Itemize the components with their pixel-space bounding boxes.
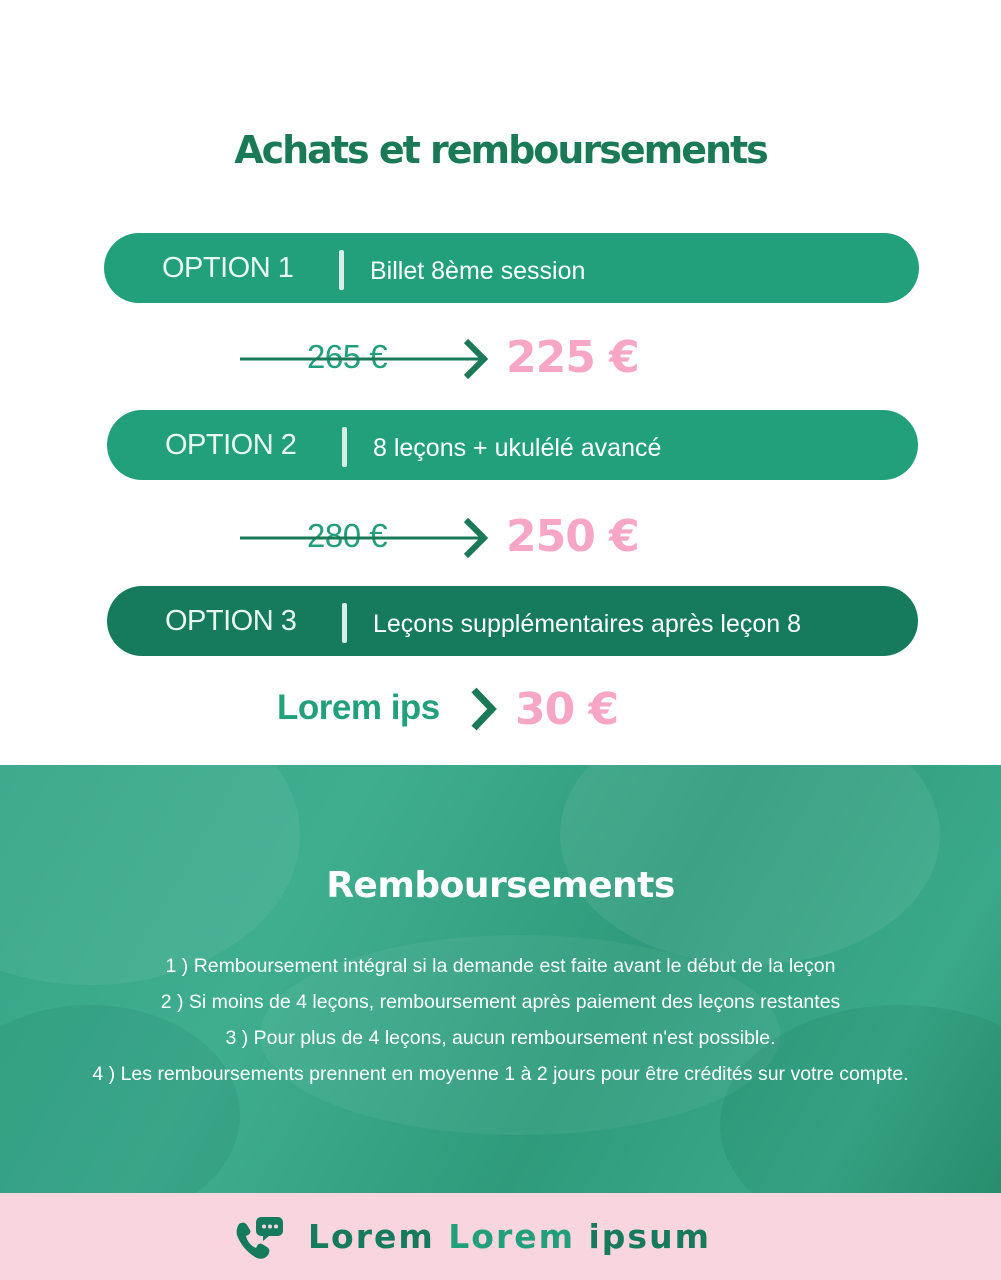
list-item: 3 ) Pour plus de 4 leçons, aucun remboursement n'est possible. <box>225 1027 776 1049</box>
option-2-price-row <box>0 503 1001 567</box>
option-3-label: OPTION 3 <box>165 605 297 637</box>
option-2-label: OPTION 2 <box>165 429 297 461</box>
footer-word-2: Lorem <box>448 1217 575 1256</box>
option-3-prefix: Lorem ips <box>277 688 440 727</box>
option-1-label: OPTION 1 <box>162 252 294 284</box>
refund-title: Remboursements <box>326 865 675 906</box>
option-3-new-price: 30 € <box>515 684 619 735</box>
footer-word-1: Lorem <box>308 1217 435 1256</box>
page-title: Achats et remboursements <box>234 128 767 172</box>
option-3-separator <box>342 603 347 643</box>
option-3-price-row <box>0 678 1001 742</box>
refund-list <box>0 948 1001 1092</box>
option-1-separator <box>339 250 344 290</box>
option-1-description: Billet 8ème session <box>370 257 586 285</box>
option-1-old-price: 265 € <box>307 338 388 375</box>
option-1-new-price: 225 € <box>506 332 639 383</box>
list-item: 2 ) Si moins de 4 leçons, remboursement après paiement des leçons restantes <box>160 991 841 1013</box>
footer-word-3: ipsum <box>588 1217 711 1256</box>
list-item: 1 ) Remboursement intégral si la demande est faite avant le début de la leçon <box>165 955 836 977</box>
option-2-separator <box>342 427 347 467</box>
footer <box>0 1193 1001 1280</box>
option-1-price-row <box>0 326 1001 390</box>
phone-chat-icon <box>234 1214 284 1260</box>
option-2-description: 8 leçons + ukulélé avancé <box>373 434 662 462</box>
option-3-banner <box>107 586 918 656</box>
chevron-right-icon <box>466 686 502 732</box>
option-2-banner <box>107 410 918 480</box>
option-2-new-price: 250 € <box>506 511 639 562</box>
list-item: 4 ) Les remboursements prennent en moyenne 1 à 2 jours pour être crédités sur votre compte. <box>92 1063 909 1085</box>
footer-text <box>308 1217 711 1257</box>
strike-arrow-icon <box>238 332 494 384</box>
option-1-banner <box>104 233 919 303</box>
strike-arrow-icon <box>238 511 494 563</box>
option-3-description: Leçons supplémentaires après leçon 8 <box>373 610 802 638</box>
option-2-old-price: 280 € <box>307 517 388 554</box>
refund-section <box>0 765 1001 1193</box>
